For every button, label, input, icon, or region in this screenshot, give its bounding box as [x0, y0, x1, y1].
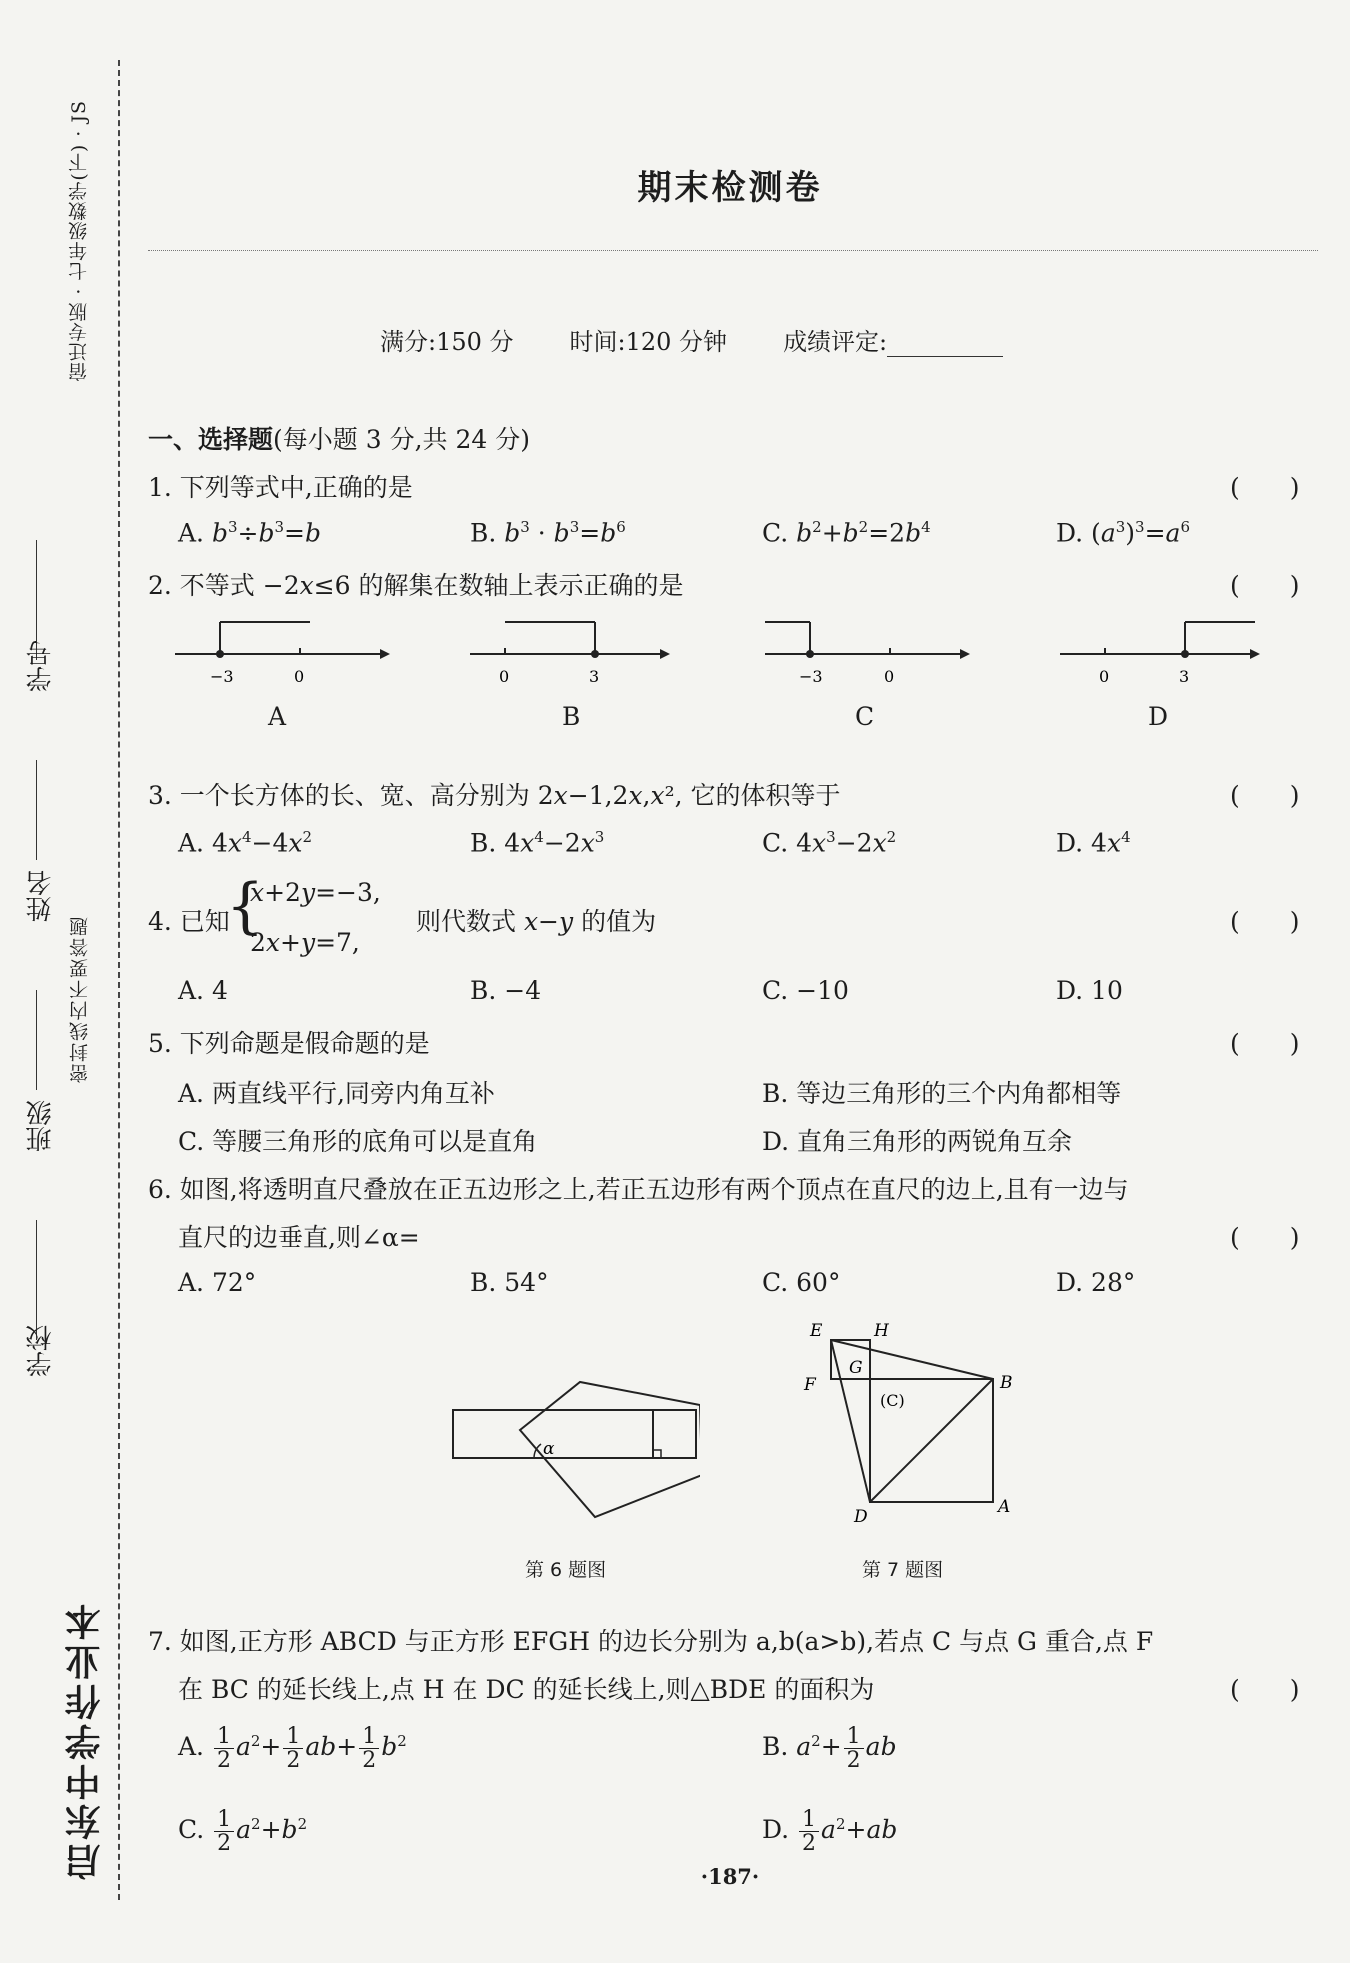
time-limit: 时间:120 分钟 [569, 328, 728, 356]
q7-answer-blank[interactable]: ( ) [1230, 1675, 1300, 1704]
q3-option-a[interactable]: A. $4x^4-4x^2$ [178, 828, 313, 858]
q4-stem-pre: 4. 已知 [148, 907, 230, 936]
q1-option-c[interactable]: C. $b^2+b^2=2b^4$ [762, 518, 931, 548]
label-f: F [804, 1375, 816, 1395]
q6-stem-line1: 6. 如图,将透明直尺叠放在正五边形之上,若正五边形有两个顶点在直尺的边上,且有一边与 [148, 1175, 1129, 1204]
angle-alpha-label: α [543, 1439, 555, 1459]
q6-option-b[interactable]: B. 54° [470, 1268, 549, 1297]
school-label: 学校 [26, 1325, 56, 1377]
student-id-label: 学号 [26, 640, 56, 692]
q1-stem: 1. 下列等式中,正确的是 [148, 473, 413, 502]
school-blank[interactable] [36, 1220, 37, 1340]
figure-6-caption: 第 6 题图 [525, 1559, 607, 1581]
section-title: 一、选择题 [148, 425, 274, 454]
q3-stem: 3. 一个长方体的长、宽、高分别为 2𝑥−1,2𝑥,𝑥², 它的体积等于 [148, 781, 841, 810]
seal-notice: 密封线内不要答题 [69, 915, 91, 1083]
tick-d-1: 0 [1099, 667, 1110, 686]
figure-6 [440, 1360, 700, 1530]
figure-7 [790, 1316, 1030, 1526]
tick-b-2: 3 [589, 667, 600, 686]
q2-number-lines [170, 608, 1270, 718]
q4-answer-blank[interactable]: ( ) [1230, 907, 1300, 936]
q7-option-a[interactable]: A. $\frac{1}{2}$ $a^2+$ $\frac{1}{2}$ ab+ $\frac{1}{2}$ $b^2$ [178, 1724, 407, 1774]
name-blank[interactable] [36, 760, 37, 860]
q4-option-d[interactable]: D. 10 [1056, 976, 1123, 1005]
q4-brace: { [226, 871, 265, 941]
q7-option-c[interactable]: C. $\frac{1}{2}$ $a^2+b^2$ [178, 1807, 308, 1857]
numberline-d[interactable] [1060, 622, 1260, 659]
q2-option-c[interactable]: C [855, 702, 875, 731]
grade-blank[interactable] [887, 336, 1003, 357]
q5-option-d[interactable]: D. 直角三角形的两锐角互余 [762, 1127, 1073, 1156]
seal-dashed-line [118, 60, 120, 1900]
q3-option-c[interactable]: C. $4x^3-2x^2$ [762, 828, 897, 858]
exam-info [380, 322, 1059, 357]
q4-stem-post: 则代数式 𝑥−𝑦 的值为 [416, 907, 657, 936]
label-c: (C) [880, 1391, 905, 1410]
q4-option-a[interactable]: A. 4 [178, 976, 228, 1005]
title-divider [148, 250, 1318, 251]
q6-stem-line2: 直尺的边垂直,则∠α= [178, 1223, 420, 1252]
label-h: H [874, 1321, 889, 1341]
q1-option-a[interactable]: A. $b^3\div b^3=b$ [178, 518, 321, 548]
tick-c-1: −3 [799, 667, 823, 686]
q2-option-b[interactable]: B [562, 702, 581, 731]
q1-answer-blank[interactable]: ( ) [1230, 473, 1300, 502]
q5-option-c[interactable]: C. 等腰三角形的底角可以是直角 [178, 1127, 538, 1156]
page-title: 期末检测卷 [637, 168, 823, 208]
grade-label: 成绩评定: [783, 328, 888, 356]
q3-answer-blank[interactable]: ( ) [1230, 781, 1300, 810]
q2-option-d[interactable]: D [1148, 702, 1169, 731]
q4-equation-1: 𝑥+2𝑦=−3, [250, 878, 381, 907]
tick-a-2: 0 [294, 667, 305, 686]
numberline-c[interactable] [765, 622, 970, 659]
tick-d-2: 3 [1179, 667, 1190, 686]
q6-option-c[interactable]: C. 60° [762, 1268, 841, 1297]
q6-option-a[interactable]: A. 72° [178, 1268, 257, 1297]
q2-stem: 2. 不等式 −2𝑥≤6 的解集在数轴上表示正确的是 [148, 571, 684, 600]
page-number: ·187· [700, 1864, 760, 1889]
tick-a-1: −3 [210, 667, 234, 686]
q5-option-a[interactable]: A. 两直线平行,同旁内角互补 [178, 1079, 495, 1108]
q7-option-d[interactable]: D. $\frac{1}{2}$ $a^2+ab$ [762, 1807, 898, 1857]
q1-option-b[interactable]: B. $b^3 \cdot b^3=b^6$ [470, 518, 626, 548]
q6-option-d[interactable]: D. 28° [1056, 1268, 1136, 1297]
q3-option-b[interactable]: B. $4x^4-2x^3$ [470, 828, 605, 858]
q4-equation-2: 2𝑥+𝑦=7, [250, 928, 360, 957]
q2-answer-blank[interactable]: ( ) [1230, 571, 1300, 600]
figure-7-caption: 第 7 题图 [862, 1559, 944, 1581]
q5-option-b[interactable]: B. 等边三角形的三个内角都相等 [762, 1079, 1122, 1108]
q6-answer-blank[interactable]: ( ) [1230, 1223, 1300, 1252]
q4-option-c[interactable]: C. −10 [762, 976, 849, 1005]
q7-stem-line1: 7. 如图,正方形 ABCD 与正方形 EFGH 的边长分别为 a,b(a>b),若点 C 与点 G 重合,点 F [148, 1627, 1154, 1656]
q5-answer-blank[interactable]: ( ) [1230, 1029, 1300, 1058]
q1-option-d[interactable]: D. $(a^3)^3=a^6$ [1056, 518, 1190, 548]
label-g: G [849, 1358, 863, 1378]
class-label: 班级 [26, 1100, 56, 1152]
label-a: A [998, 1497, 1011, 1517]
numberline-a[interactable] [175, 622, 390, 659]
series-label: 宿迁专版 · 七年级数学(下) · JS [68, 100, 90, 382]
label-d: D [854, 1507, 868, 1526]
class-blank[interactable] [36, 990, 37, 1090]
tick-b-1: 0 [499, 667, 510, 686]
q7-option-b[interactable]: B. $a^2+$ $\frac{1}{2}$ ab [762, 1724, 897, 1774]
tick-c-2: 0 [884, 667, 895, 686]
numberline-b[interactable] [470, 622, 670, 659]
q4-option-b[interactable]: B. −4 [470, 976, 542, 1005]
q3-option-d[interactable]: D. $4x^4$ [1056, 828, 1131, 858]
label-b: B [1000, 1373, 1013, 1393]
q7-stem-line2: 在 BC 的延长线上,点 H 在 DC 的延长线上,则△BDE 的面积为 [178, 1675, 875, 1704]
label-e: E [810, 1321, 823, 1341]
brand-label: 启东中学作业本 [65, 1600, 106, 1880]
q5-stem: 5. 下列命题是假命题的是 [148, 1029, 430, 1058]
section-note: (每小题 3 分,共 24 分) [273, 425, 530, 454]
full-score: 满分:150 分 [380, 328, 514, 356]
section-heading [148, 420, 530, 456]
name-label: 姓名 [26, 870, 56, 922]
q2-option-a[interactable]: A [268, 702, 287, 731]
